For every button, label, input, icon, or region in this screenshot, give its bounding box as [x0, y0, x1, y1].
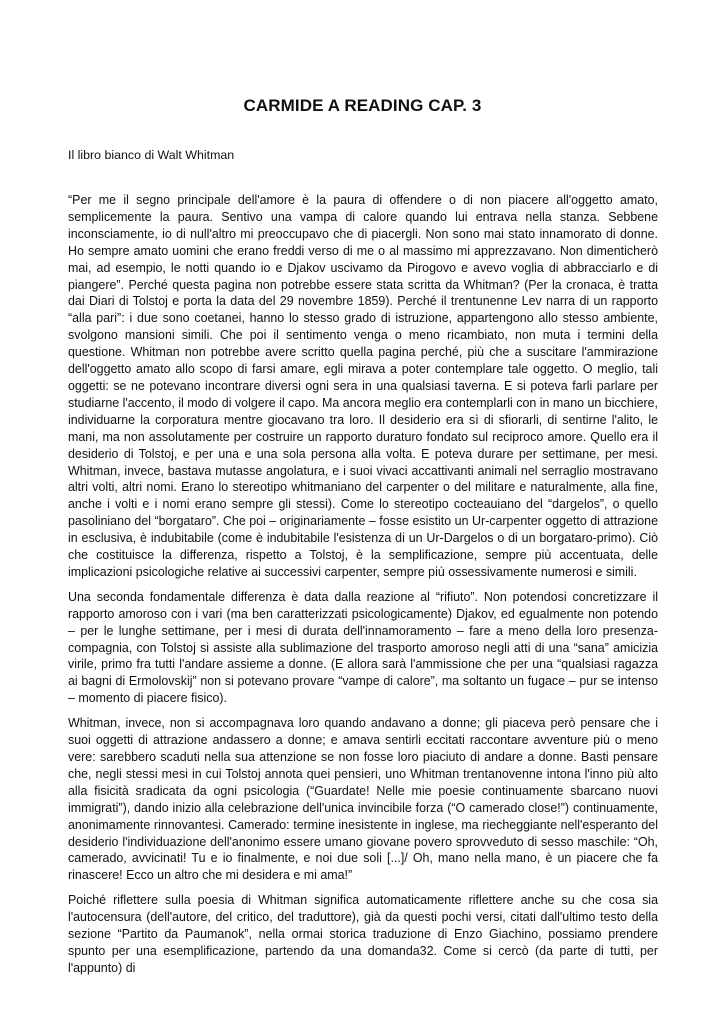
paragraph-4: Poiché riflettere sulla poesia di Whitman significa automaticamente riflettere anche su che cosa sia l'autocensura (dell'autore, del critico, del traduttore), già da questi pochi versi, citati dall'ultimo testo della sezione “Partito da Paumanok”, nella ormai storica traduzione di Enzo Giachino, possiamo prendere spunto per una esemplificazione, partendo da una domanda32. Come si cercò (da parte di tutti, per l'appunto) di — [68, 893, 658, 975]
paragraph-3: Whitman, invece, non si accompagnava loro quando andavano a donne; gli piaceva però pensare che i suoi oggetti di attrazione andassero a donne; e amava sentirli eccitati raccontare avventure più o meno vere: sarebbero scaduti nella sua attenzione se non fosse loro piaciuto di andare a donne. Basti pensare che, negli stessi mesi in cui Tolstoj annota quei pensieri, uno Whitman trentanovenne intona l'inno più alto alla fisicità sradicata da ogni psicologia (“Guardate! Nelle mie poesie continuamente sbarcano nuovi immigrati”), dando inizio alla celebrazione dell'unica invincibile forza (“O camerado close!”) continuamente, anonimamente rinnovantesi. Camerado: termine inesistente in inglese, ma riecheggiante nell'esperanto del desiderio l'individuazione dell'anonimo essere umano giovane povero sprovveduto di sesso maschile: “Oh, camerado, avvicinati! Tu e io finalmente, e noi due soli [...]/ Oh, mano nella mano, è un piacere che fa rinascere! Ecco un altro che mi desidera e mi ama!” — [68, 716, 658, 883]
page-subtitle: Il libro bianco di Walt Whitman — [68, 148, 235, 162]
paragraph-1: “Per me il segno principale dell'amore è la paura di offendere o di non piacere all'oggetto amato, semplicemente la paura. Sentivo una vampa di calore quando lui entrava nella stanza. Sebbene inconsciamente, io di null'altro mi preoccupavo che di piacergli. Non sono mai stato innamorato di donne. Ho sempre amato uomini che erano freddi verso di me o al massimo mi apprezzavano. Non dimenticherò mai, ad esempio, le notti quando io e Djakov uscivamo da Pirogovo e avevo voglia di abbracciarlo e di piangere”. Perché questa pagina non potrebbe essere stata scritta da Whitman? (Per la cronaca, è tratta dai Diari di Tolstoj e porta la data del 29 novembre 1859). Perché il trentunenne Lev narra di un rapporto “alla pari”: i due sono coetanei, hanno lo stesso grado di istruzione, appartengono allo stesso ambiente, svolgono mansioni simili. Che poi il sentimento venga o meno ricambiato, non muta i termini della questione. Whitman non potrebbe avere scritto quella pagina perché, più che a suscitare l'ammirazione dell'oggetto amato allo scopo di farsi amare, egli mirava a poter contemplare tale oggetto. O meglio, tali oggetti: se ne potevano incontrare diversi ogni sera in una qualsiasi taverna. E si poteva farli parlare per studiarne l'accento, il modo di volgere il capo. Ma ancora meglio era contemplarli con in mano un bicchiere, individuarne la corporatura mentre giocavano tra loro. Il desiderio era sì di sfiorarli, di sentirne l'alito, le mani, ma non assolutamente per costruire un rapporto duraturo fondato sul reciproco amore. Quello era il desiderio di Tolstoj, e per una e una sola persona alla volta. E poteva durare per settimane, per mesi. Whitman, invece, bastava mutasse angolatura, e i suoi vivaci accattivanti animali nel serraglio mostravano altri volti, altri nomi. Erano lo stereotipo whitmaniano del carpenter o del militare e naturalmente, alla fine, anche i volti e i nomi erano sempre gli stessi). Come lo stereotipo cocteauiano del “dargelos”, o quello pasoliniano del “borgataro”. Che poi – originariamente – fosse esistito un Ur-carpenter oggetto di attrazione in esclusiva, è indubitabile (come è indubitabile l'esistenza di un Ur-Dargelos o di un borgataro-primo). Ciò che costituisce la differenza, rispetto a Tolstoj, è la semplificazione, sempre più accentuata, delle implicazioni psicologiche relative ai successivi carpenter, sempre più ossessivamente numerosi e simili. — [68, 193, 659, 579]
paragraph-2: Una seconda fondamentale differenza è data dalla reazione al “rifiuto”. Non potendosi concretizzare il rapporto amoroso con i vari (ma ben caratterizzati psicologicamente) Djakov, ed egualmente non potendo – per le lunghe settimane, per i mesi di durata dell'innamoramento – fare a meno della loro presenza-compagnia, con Tolstoj si assiste alla sublimazione del trasporto amoroso negli atti di una “sana” amicizia virile, primo fra tutti l'andare assieme a donne. (E allora sarà l'ammissione che per una “qualsiasi ragazza ai bagni di Ermolovskij” non si potevano provare “vampe di calore”, ma soltanto un fugace – pur se intenso – momento di piacere fisico). — [68, 589, 658, 706]
page-title: CARMIDE A READING CAP. 3 — [243, 96, 482, 115]
document-body — [68, 192, 658, 985]
